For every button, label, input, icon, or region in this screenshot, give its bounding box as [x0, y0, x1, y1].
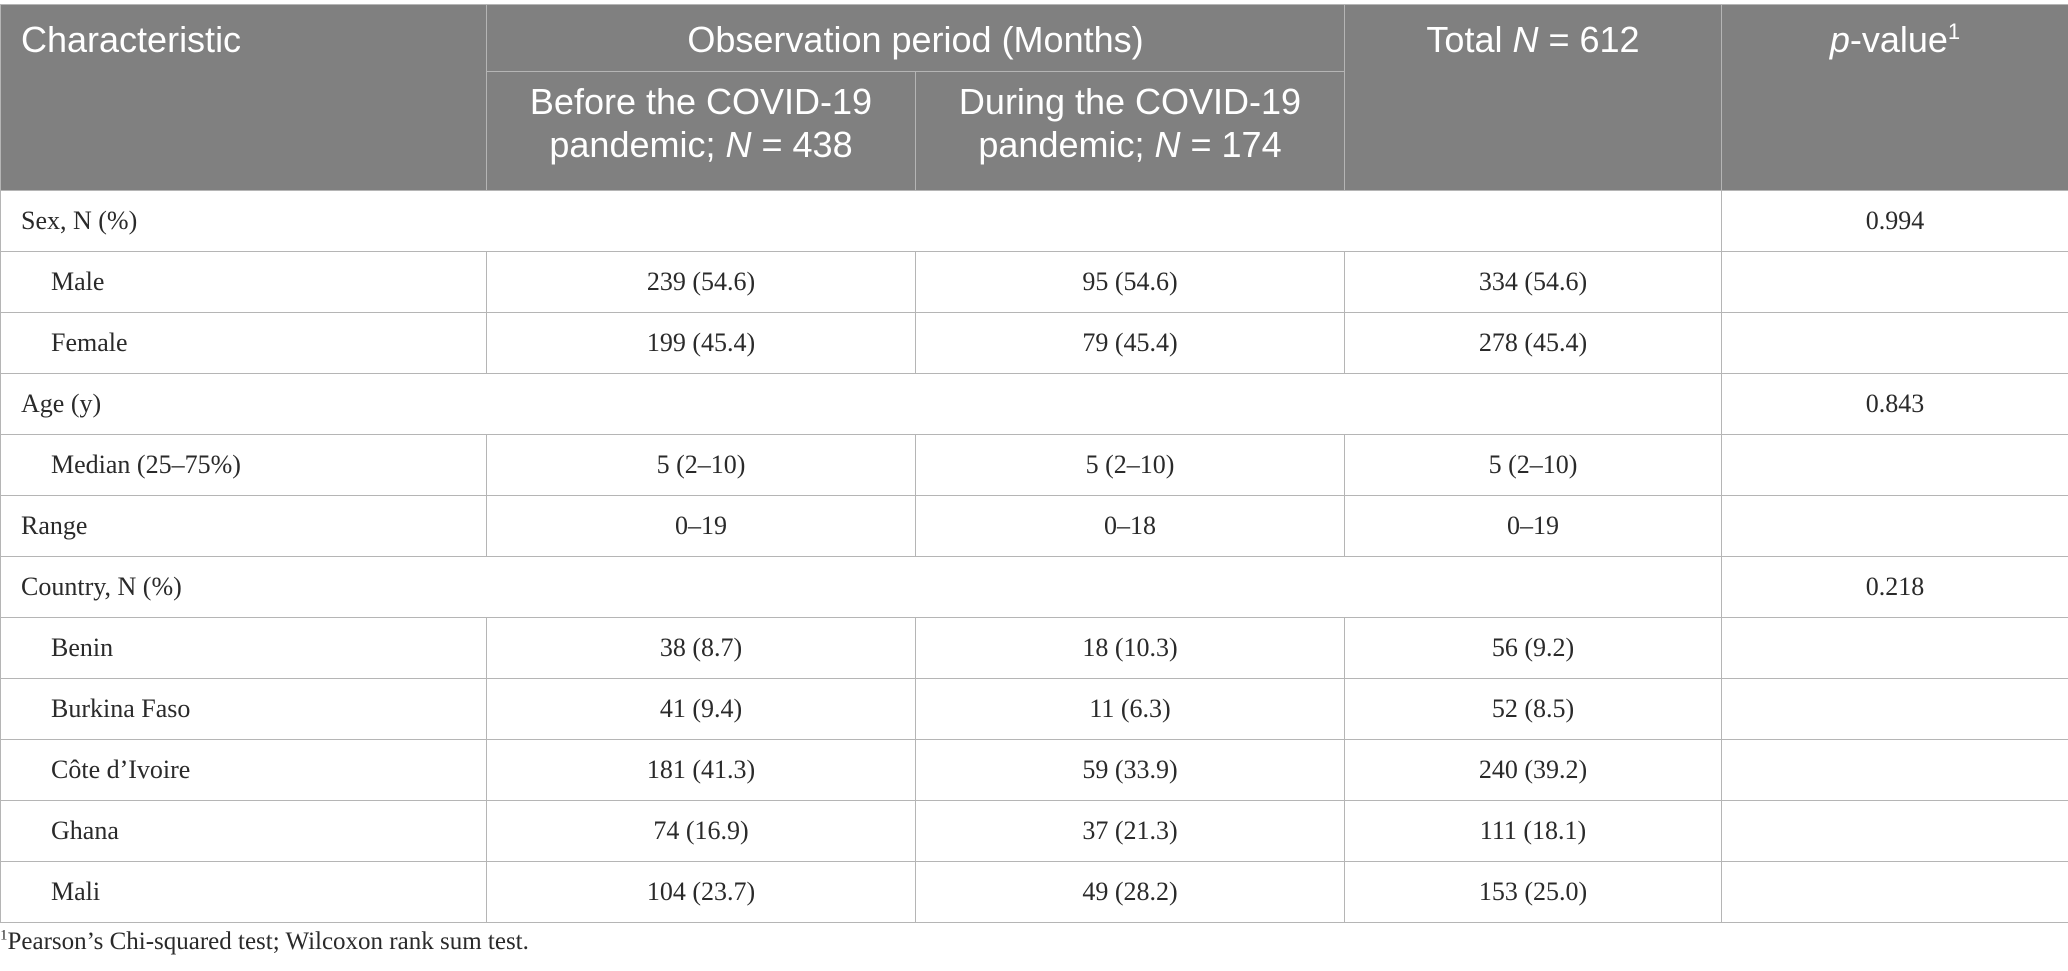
table-row-benin — [1, 618, 2068, 679]
row-label-burkina-faso: Burkina Faso — [1, 679, 487, 740]
cell-cote-during: 59 (33.9) — [916, 740, 1345, 801]
cell-female-p — [1722, 313, 2068, 374]
cell-burkina-during: 11 (6.3) — [916, 679, 1345, 740]
characteristics-table — [0, 4, 2068, 923]
header-before-line2: pandemic; — [549, 124, 726, 165]
table-row-mali — [1, 862, 2068, 923]
cell-ghana-total: 111 (18.1) — [1345, 801, 1722, 862]
table-header — [1, 5, 2068, 191]
cell-female-total: 278 (45.4) — [1345, 313, 1722, 374]
header-observation-period: Observation period (Months) — [487, 5, 1345, 72]
header-total — [1345, 5, 1722, 191]
cell-benin-p — [1722, 618, 2068, 679]
summary-table-container — [0, 4, 2068, 923]
header-characteristic: Characteristic — [1, 5, 487, 191]
cell-median-during: 5 (2–10) — [916, 435, 1345, 496]
cell-median-before: 5 (2–10) — [487, 435, 916, 496]
cell-male-before: 239 (54.6) — [487, 252, 916, 313]
header-total-n-symbol: N — [1512, 19, 1539, 60]
table-row-age — [1, 374, 2068, 435]
header-before-n-value: = 438 — [751, 124, 853, 165]
row-label-cote-divoire: Côte d’Ivoire — [1, 740, 487, 801]
header-p-footnote-mark: 1 — [1947, 19, 1961, 44]
row-label-sex: Sex, N (%) — [1, 191, 1722, 252]
cell-ghana-during: 37 (21.3) — [916, 801, 1345, 862]
table-row-median — [1, 435, 2068, 496]
header-total-n-value: = 612 — [1538, 19, 1640, 60]
footnote-mark: 1 — [0, 927, 8, 944]
cell-benin-during: 18 (10.3) — [916, 618, 1345, 679]
table-row-country — [1, 557, 2068, 618]
header-total-prefix: Total — [1426, 19, 1513, 60]
header-during-line2: pandemic; — [978, 124, 1155, 165]
table-row-range — [1, 496, 2068, 557]
cell-range-before: 0–19 — [487, 496, 916, 557]
row-label-benin: Benin — [1, 618, 487, 679]
header-before-n-symbol: N — [725, 124, 752, 165]
cell-benin-total: 56 (9.2) — [1345, 618, 1722, 679]
row-label-median: Median (25–75%) — [1, 435, 487, 496]
cell-cote-p — [1722, 740, 2068, 801]
cell-male-p — [1722, 252, 2068, 313]
cell-female-before: 199 (45.4) — [487, 313, 916, 374]
header-p-rest: -value — [1849, 19, 1948, 60]
table-row-sex — [1, 191, 2068, 252]
table-row-female — [1, 313, 2068, 374]
cell-cote-before: 181 (41.3) — [487, 740, 916, 801]
header-during-line1: During the COVID-19 — [958, 81, 1302, 122]
header-p-symbol: p — [1829, 19, 1850, 60]
row-label-age: Age (y) — [1, 374, 1722, 435]
cell-mali-during: 49 (28.2) — [916, 862, 1345, 923]
p-value-age: 0.843 — [1722, 374, 2068, 435]
table-row-burkina-faso — [1, 679, 2068, 740]
table-footnote — [0, 928, 529, 956]
cell-male-during: 95 (54.6) — [916, 252, 1345, 313]
cell-burkina-before: 41 (9.4) — [487, 679, 916, 740]
cell-median-total: 5 (2–10) — [1345, 435, 1722, 496]
row-label-mali: Mali — [1, 862, 487, 923]
cell-cote-total: 240 (39.2) — [1345, 740, 1722, 801]
cell-burkina-p — [1722, 679, 2068, 740]
table-row-male — [1, 252, 2068, 313]
cell-female-during: 79 (45.4) — [916, 313, 1345, 374]
cell-median-p — [1722, 435, 2068, 496]
cell-mali-before: 104 (23.7) — [487, 862, 916, 923]
row-label-country: Country, N (%) — [1, 557, 1722, 618]
cell-benin-before: 38 (8.7) — [487, 618, 916, 679]
cell-range-during: 0–18 — [916, 496, 1345, 557]
cell-range-total: 0–19 — [1345, 496, 1722, 557]
row-label-female: Female — [1, 313, 487, 374]
table-row-ghana — [1, 801, 2068, 862]
cell-ghana-p — [1722, 801, 2068, 862]
table-body — [1, 191, 2068, 923]
header-p-value — [1722, 5, 2068, 191]
cell-range-p — [1722, 496, 2068, 557]
header-during-pandemic — [916, 72, 1345, 191]
header-before-pandemic — [487, 72, 916, 191]
cell-male-total: 334 (54.6) — [1345, 252, 1722, 313]
row-label-ghana: Ghana — [1, 801, 487, 862]
cell-mali-total: 153 (25.0) — [1345, 862, 1722, 923]
header-during-n-symbol: N — [1154, 124, 1181, 165]
header-during-n-value: = 174 — [1180, 124, 1282, 165]
cell-mali-p — [1722, 862, 2068, 923]
cell-ghana-before: 74 (16.9) — [487, 801, 916, 862]
cell-burkina-total: 52 (8.5) — [1345, 679, 1722, 740]
header-before-line1: Before the COVID-19 — [529, 81, 873, 122]
p-value-country: 0.218 — [1722, 557, 2068, 618]
p-value-sex: 0.994 — [1722, 191, 2068, 252]
table-row-cote-divoire — [1, 740, 2068, 801]
row-label-male: Male — [1, 252, 487, 313]
row-label-range: Range — [1, 496, 487, 557]
footnote-text: Pearson’s Chi-squared test; Wilcoxon rank sum test. — [7, 928, 529, 955]
